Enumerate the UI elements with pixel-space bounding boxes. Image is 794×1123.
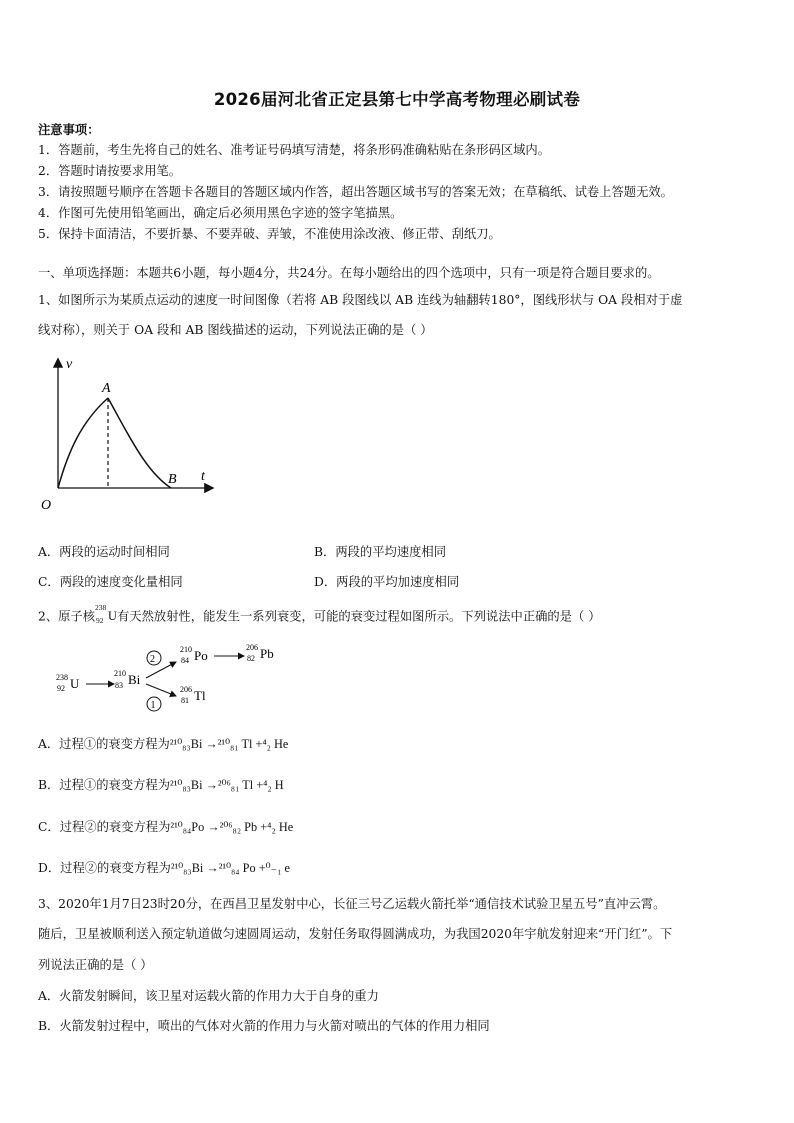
q2-option-a-text: A．过程①的衰变方程为: [38, 737, 170, 751]
v-label: v: [66, 357, 73, 372]
path2-label: 2: [150, 654, 155, 665]
po-z: 84: [181, 656, 189, 665]
page-title: 2026届河北省正定县第七中学高考物理必刷试卷: [213, 90, 581, 109]
notice-item: 5．保持卡面清洁，不要折暴、不要弄破、弄皱，不准使用涂改液、修正带、刮纸刀。: [38, 227, 501, 241]
q2-stem-mass: 238: [95, 603, 107, 612]
t-label: t: [201, 469, 205, 484]
q1-vt-graph: [36, 352, 226, 517]
o-label: O: [41, 498, 52, 513]
pb-z: 82: [247, 654, 255, 663]
notice-item: 1．答题前，考生先将自己的姓名、准考证号码填写清楚，将条形码准确粘贴在条形码区域内。: [38, 143, 550, 157]
a-label: A: [102, 381, 111, 396]
q1-option-b: B．两段的平均速度相同: [314, 545, 447, 559]
u-mass: 238: [56, 673, 68, 682]
q2-option-c-equation: ²¹⁰₈₄Po →²⁰⁶₈₂ Pb +⁴₂ He: [170, 820, 294, 834]
ab-curve: [108, 398, 171, 488]
tl-mass: 206: [180, 685, 192, 694]
po-mass: 210: [180, 645, 192, 654]
q2-option-a: [38, 734, 288, 752]
q2-stem: [38, 603, 601, 625]
oa-curve: [58, 398, 108, 488]
notice-item: 4．作图可先使用铅笔画出，确定后必须用黑色字迹的签字笔描黑。: [38, 206, 403, 220]
q1-option-d: D．两段的平均加速度相同: [314, 575, 460, 589]
bi-z: 83: [115, 681, 123, 690]
q1-stem-line2: 线对称），则关于 OA 段和 AB 图线描述的运动，下列说法正确的是（ ）: [38, 323, 433, 337]
q1-option-a: A．两段的运动时间相同: [38, 545, 170, 559]
q2-option-a-equation: ²¹⁰₈₃Bi →²¹⁰₈₁ Tl +⁴₂ He: [169, 737, 289, 751]
q2-option-d-text: D．过程②的衰变方程为: [38, 861, 171, 875]
po-sym: Po: [194, 648, 208, 663]
q2-stem-sym: U: [108, 609, 117, 623]
arrow-bi-tl: [146, 684, 176, 696]
pb-mass: 206: [246, 643, 258, 652]
pb-sym: Pb: [260, 646, 274, 661]
notice-item: 2．答题时请按要求用笔。: [38, 164, 182, 178]
q2-option-b: [38, 775, 284, 793]
u-sym: U: [70, 676, 80, 691]
q2-decay-diagram: [52, 638, 292, 712]
q2-stem-post: 有天然放射性，能发生一系列衰变，可能的衰变过程如图所示。下列说法中正确的是（ ）: [117, 609, 601, 624]
section-heading: 一、单项选择题：本题共6小题，每小题4分，共24分。在每小题给出的四个选项中，只有一项是符合题目要求的。: [38, 266, 660, 280]
u-z: 92: [57, 684, 65, 693]
q2-option-b-text: B．过程①的衰变方程为: [38, 778, 171, 792]
bi-sym: Bi: [128, 672, 141, 687]
q2-stem-nuclide: [95, 603, 117, 625]
q2-option-d: [38, 858, 290, 876]
notice-heading: 注意事项：: [38, 122, 100, 137]
q2-stem-z: 92: [96, 616, 104, 625]
notice-item: 3．请按照题号顺序在答题卡各题目的答题区域内作答，超出答题区域书写的答案无效；在草稿纸、试卷上答题无效。: [38, 185, 673, 199]
q2-option-b-equation: ²¹⁰₈₃Bi →²⁰⁶₈₁ Tl +⁴₂ H: [170, 778, 284, 792]
q2-option-d-equation: ²¹⁰₈₃Bi →²¹⁰₈₄ Po +⁰₋₁ e: [170, 861, 290, 875]
q1-stem-line1: 1、如图所示为某质点运动的速度一时间图像（若将 AB 段图线以 AB 连线为轴翻转180°，图线形状与 OA 段相对于虚: [38, 293, 683, 307]
bi-mass: 210: [114, 669, 126, 678]
q2-option-c-text: C．过程②的衰变方程为: [38, 820, 171, 834]
b-label: B: [168, 472, 177, 487]
path1-label: 1: [150, 700, 156, 711]
q2-stem-pre: 2、原子核: [38, 609, 96, 624]
q3-option-b: B．火箭发射过程中，喷出的气体对火箭的作用力与火箭对喷出的气体的作用力相同: [38, 1019, 490, 1033]
tl-z: 81: [181, 696, 189, 705]
q3-stem-line1: 3、2020年1月7日23时20分，在西昌卫星发射中心，长征三号乙运载火箭托举“通信技术试验卫星五号”直冲云霄。: [38, 897, 666, 911]
q2-option-c: [38, 817, 293, 835]
q3-stem-line2: 随后，卫星被顺利送入预定轨道做匀速圆周运动，发射任务取得圆满成功，为我国2020年宇航发射迎来“开门红”。下: [38, 927, 673, 941]
tl-sym: Tl: [194, 688, 206, 703]
q1-option-c: C．两段的速度变化量相同: [38, 575, 183, 589]
q3-option-a: A．火箭发射瞬间，该卫星对运载火箭的作用力大于自身的重力: [38, 989, 379, 1003]
q3-stem-line3: 列说法正确的是（ ）: [38, 958, 153, 972]
